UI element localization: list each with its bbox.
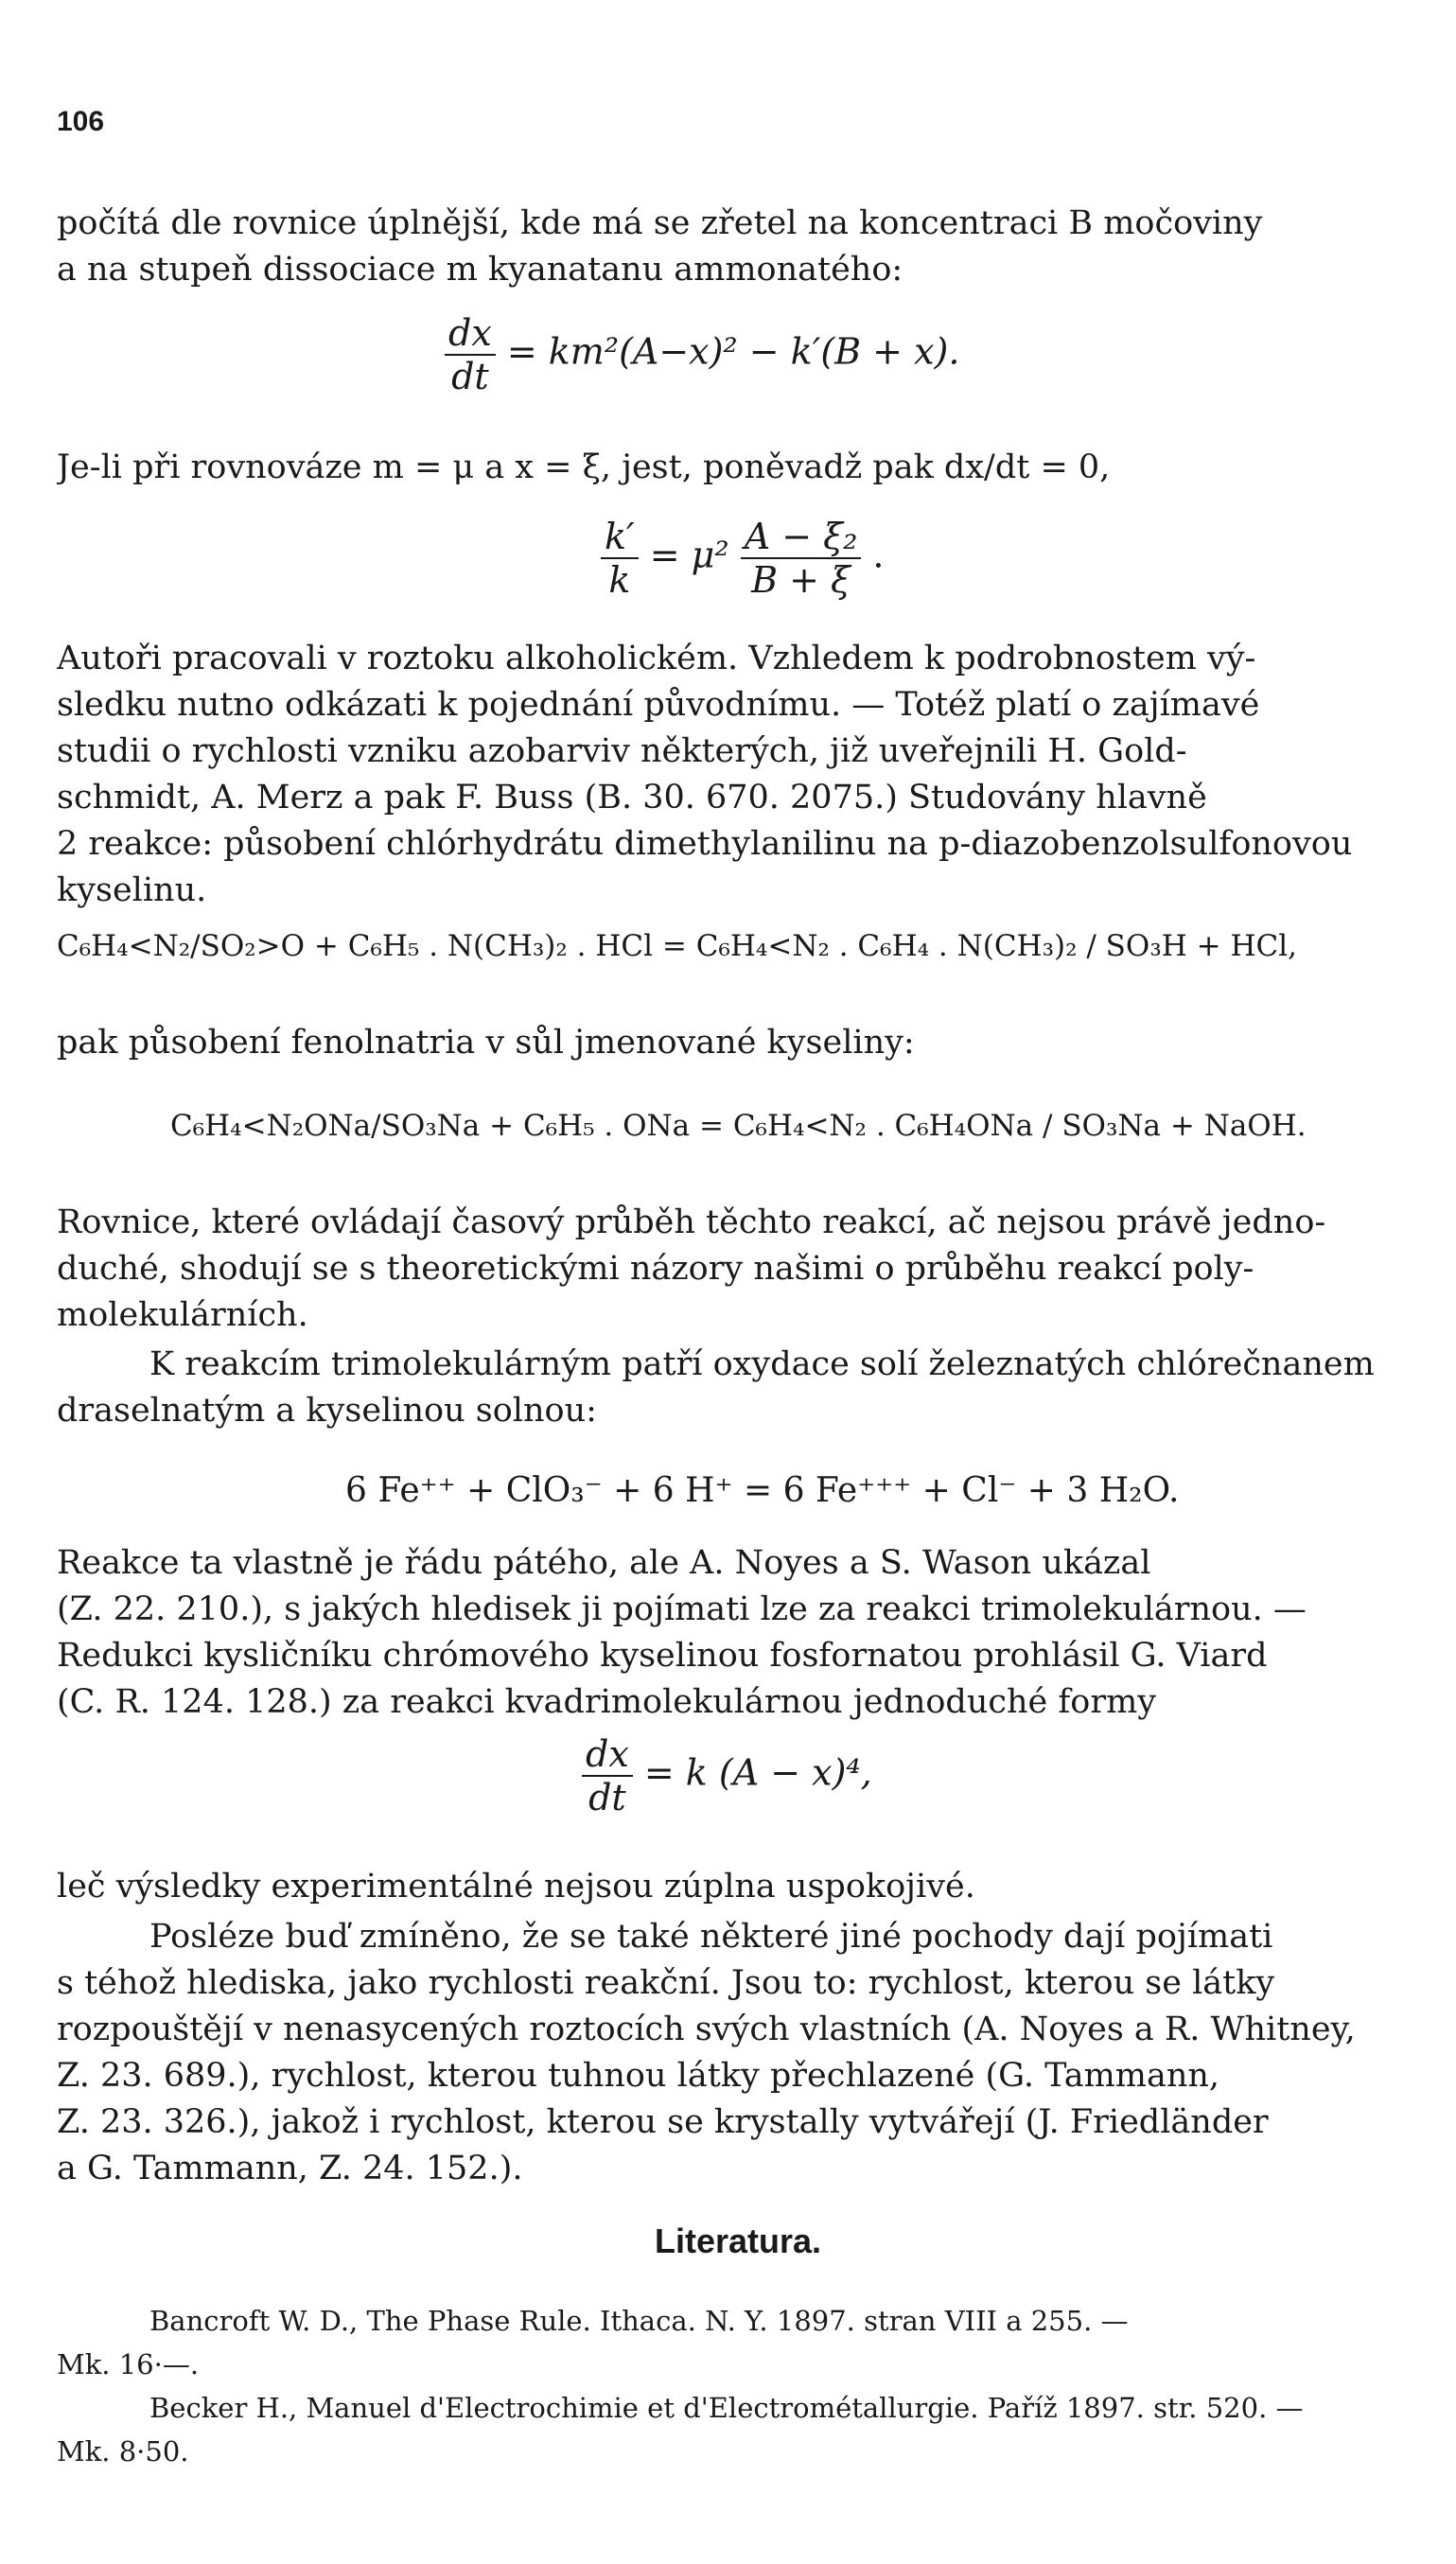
paragraph-4 xyxy=(57,1020,1400,1066)
text-line: sledku nutno odkázati k pojednání původnímu. — Totéž platí o zajímavé xyxy=(57,686,1260,724)
paragraph-2 xyxy=(57,445,1400,491)
denominator: B + ξ xyxy=(751,559,851,601)
paragraph-3 xyxy=(57,636,1400,914)
text-line: Posléze buď zmíněno, že se také některé jiné pochody dají pojímati xyxy=(149,1918,1273,1956)
text-line: Autoři pracovali v roztoku alkoholickém. Vzhledem k podrobnostem vý- xyxy=(57,640,1256,677)
equation-1 xyxy=(445,312,959,397)
text-line: (C. R. 124. 128.) za reakci kvadrimolekulárnou jednoduché formy xyxy=(57,1683,1157,1721)
reference-line: Becker H., Manuel d'Electrochimie et d'Electrométallurgie. Paříž 1897. str. 520. — xyxy=(149,2392,1304,2424)
text-line: K reakcím trimolekulárným patří oxydace solí železnatých chlórečnanem xyxy=(149,1345,1375,1383)
reference-2 xyxy=(57,2386,1400,2473)
equation-rhs: = km²(A−x)² − k′(B + x). xyxy=(506,330,960,373)
paragraph-1 xyxy=(57,201,1400,293)
text-line: Rovnice, které ovládají časový průběh těchto reakcí, ač nejsou právě jedno- xyxy=(57,1203,1326,1241)
text-line: kyselinu. xyxy=(57,871,207,909)
denominator: dt xyxy=(588,1777,626,1818)
denominator: dt xyxy=(451,356,489,397)
text-line: a na stupeň dissociace m kyanatanu ammonatého: xyxy=(57,251,903,289)
text-line: s téhož hlediska, jako rychlosti reakční. Jsou to: rychlost, kterou se látky xyxy=(57,1964,1275,2002)
reference-1 xyxy=(57,2299,1400,2386)
page-number: 106 xyxy=(57,106,105,137)
text-line: Redukci kysličníku chrómového kyselinou fosfornatou prohlásil G. Viard xyxy=(57,1637,1268,1675)
text-line: pak působení fenolnatria v sůl jmenované kyseliny: xyxy=(57,1024,915,1062)
text-line: schmidt, A. Merz a pak F. Buss (B. 30. 670. 2075.) Studovány hlavně xyxy=(57,779,1207,817)
paragraph-9 xyxy=(57,1914,1400,2192)
paragraph-8 xyxy=(57,1864,1400,1910)
text-line: duché, shodují se s theoretickými názory našimi o průběhu reakcí poly- xyxy=(57,1250,1254,1288)
fraction xyxy=(445,312,496,397)
equation-mid: = μ² xyxy=(649,534,729,576)
fraction xyxy=(582,1733,633,1818)
text-line: Reakce ta vlastně je řádu pátého, ale A. Noyes a S. Wason ukázal xyxy=(57,1544,1151,1582)
text-line: 2 reakce: působení chlórhydrátu dimethylanilinu na p-diazobenzolsulfonovou xyxy=(57,825,1353,863)
text-line: draselnatým a kyselinou solnou: xyxy=(57,1392,597,1430)
paragraph-5 xyxy=(57,1200,1400,1339)
reference-line: Bancroft W. D., The Phase Rule. Ithaca. N. Y. 1897. stran VIII a 255. — xyxy=(149,2305,1129,2337)
numerator: A − ξ₂ xyxy=(741,516,862,559)
text-line: molekulárních. xyxy=(57,1296,308,1334)
text-line: leč výsledky experimentálné nejsou zúplna uspokojivé. xyxy=(57,1868,975,1905)
denominator: k xyxy=(608,559,631,601)
fraction-right xyxy=(741,516,862,601)
text-line: počítá dle rovnice úplnější, kde má se zřetel na koncentraci B močoviny xyxy=(57,204,1263,242)
equation-end: . xyxy=(872,534,885,576)
equation-rhs: = k (A − x)⁴, xyxy=(643,1751,872,1794)
numerator: dx xyxy=(445,312,496,356)
chemical-equation-2: C₆H₄<N₂ONa/SO₃Na + C₆H₅ . ONa = C₆H₄<N₂ . C₆H₄ONa / SO₃Na + NaOH. xyxy=(170,1109,1307,1143)
equation-2 xyxy=(601,516,885,601)
numerator: dx xyxy=(582,1733,633,1777)
text-line: Je-li při rovnováze m = μ a x = ξ, jest, poněvadž pak dx/dt = 0, xyxy=(57,448,1111,486)
paragraph-7 xyxy=(57,1540,1400,1726)
paragraph-6 xyxy=(57,1342,1400,1434)
text-line: Z. 23. 326.), jakož i rychlost, kterou se krystally vytvářejí (J. Friedländer xyxy=(57,2103,1269,2141)
reference-line: Mk. 8·50. xyxy=(57,2435,189,2467)
section-heading: Literatura. xyxy=(654,2222,822,2260)
chemical-equation-3: 6 Fe⁺⁺ + ClO₃⁻ + 6 H⁺ = 6 Fe⁺⁺⁺ + Cl⁻ + 3 H₂O. xyxy=(345,1471,1180,1510)
fraction-left xyxy=(601,516,639,601)
text-line: a G. Tammann, Z. 24. 152.). xyxy=(57,2150,523,2187)
text-line: rozpouštějí v nenasycených roztocích svých vlastních (A. Noyes a R. Whitney, xyxy=(57,2011,1356,2048)
equation-3 xyxy=(582,1733,872,1818)
reference-line: Mk. 16·—. xyxy=(57,2348,200,2380)
chemical-equation-1: C₆H₄<N₂/SO₂>O + C₆H₅ . N(CH₃)₂ . HCl = C₆H₄<N₂ . C₆H₄ . N(CH₃)₂ / SO₃H + HCl, xyxy=(57,929,1297,963)
numerator: k′ xyxy=(601,516,639,559)
text-line: Z. 23. 689.), rychlost, kterou tuhnou látky přechlazené (G. Tammann, xyxy=(57,2057,1220,2095)
text-line: studii o rychlosti vzniku azobarviv některých, již uveřejnili H. Gold- xyxy=(57,732,1187,770)
text-line: (Z. 22. 210.), s jakých hledisek ji pojímati lze za reakci trimolekulárnou. — xyxy=(57,1590,1307,1628)
